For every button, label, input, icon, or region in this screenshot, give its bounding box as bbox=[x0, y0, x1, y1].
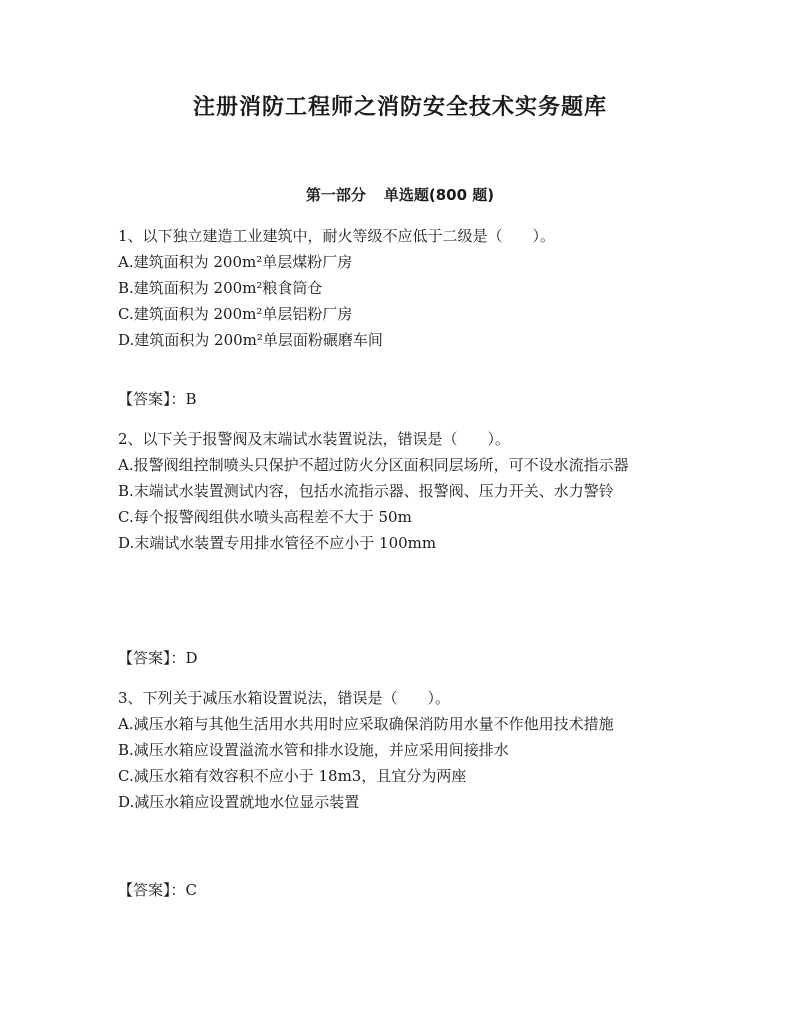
option-a: A.建筑面积为 200m²单层煤粉厂房 bbox=[118, 253, 353, 271]
answer-value: B bbox=[185, 390, 197, 408]
answer-value: C bbox=[185, 881, 197, 899]
answer-label: 【答案】： bbox=[118, 390, 186, 408]
question-3 bbox=[118, 685, 678, 815]
answer-3 bbox=[118, 878, 197, 902]
question-2 bbox=[118, 426, 678, 556]
answer-value: D bbox=[185, 649, 198, 667]
option-d: D.末端试水装置专用排水管径不应小于 100mm bbox=[118, 534, 437, 552]
answer-2 bbox=[118, 646, 198, 670]
option-c: C.建筑面积为 200m²单层铝粉厂房 bbox=[118, 305, 353, 323]
option-c: C.每个报警阀组供水喷头高程差不大于 50m bbox=[118, 508, 412, 526]
document-title: 注册消防工程师之消防安全技术实务题库 bbox=[192, 95, 607, 120]
option-d: D.减压水箱应设置就地水位显示装置 bbox=[118, 793, 360, 811]
option-b: B.建筑面积为 200m²粮食筒仓 bbox=[118, 279, 323, 297]
option-c: C.减压水箱有效容积不应小于 18m3，且宜分为两座 bbox=[118, 767, 467, 785]
section-part: 第一部分 bbox=[305, 186, 366, 204]
option-b: B.减压水箱应设置溢流水管和排水设施，并应采用间接排水 bbox=[118, 741, 509, 759]
answer-1 bbox=[118, 387, 197, 411]
question-stem: 1、以下独立建造工业建筑中，耐火等级不应低于二级是（ ）。 bbox=[118, 227, 556, 245]
answer-label: 【答案】： bbox=[118, 881, 186, 899]
option-b: B.末端试水装置测试内容，包括水流指示器、报警阀、压力开关、水力警铃 bbox=[118, 482, 614, 500]
question-1 bbox=[118, 223, 678, 353]
question-stem: 3、下列关于减压水箱设置说法，错误是（ ）。 bbox=[118, 689, 451, 707]
option-d: D.建筑面积为 200m²单层面粉碾磨车间 bbox=[118, 331, 383, 349]
section-heading bbox=[0, 185, 800, 205]
section-name: 单选题(800 题) bbox=[383, 186, 495, 204]
option-a: A.报警阀组控制喷头只保护不超过防火分区面积同层场所，可不设水流指示器 bbox=[118, 456, 629, 474]
answer-label: 【答案】： bbox=[118, 649, 186, 667]
option-a: A.减压水箱与其他生活用水共用时应采取确保消防用水量不作他用技术措施 bbox=[118, 715, 614, 733]
question-stem: 2、以下关于报警阀及末端试水装置说法，错误是（ ）。 bbox=[118, 430, 511, 448]
